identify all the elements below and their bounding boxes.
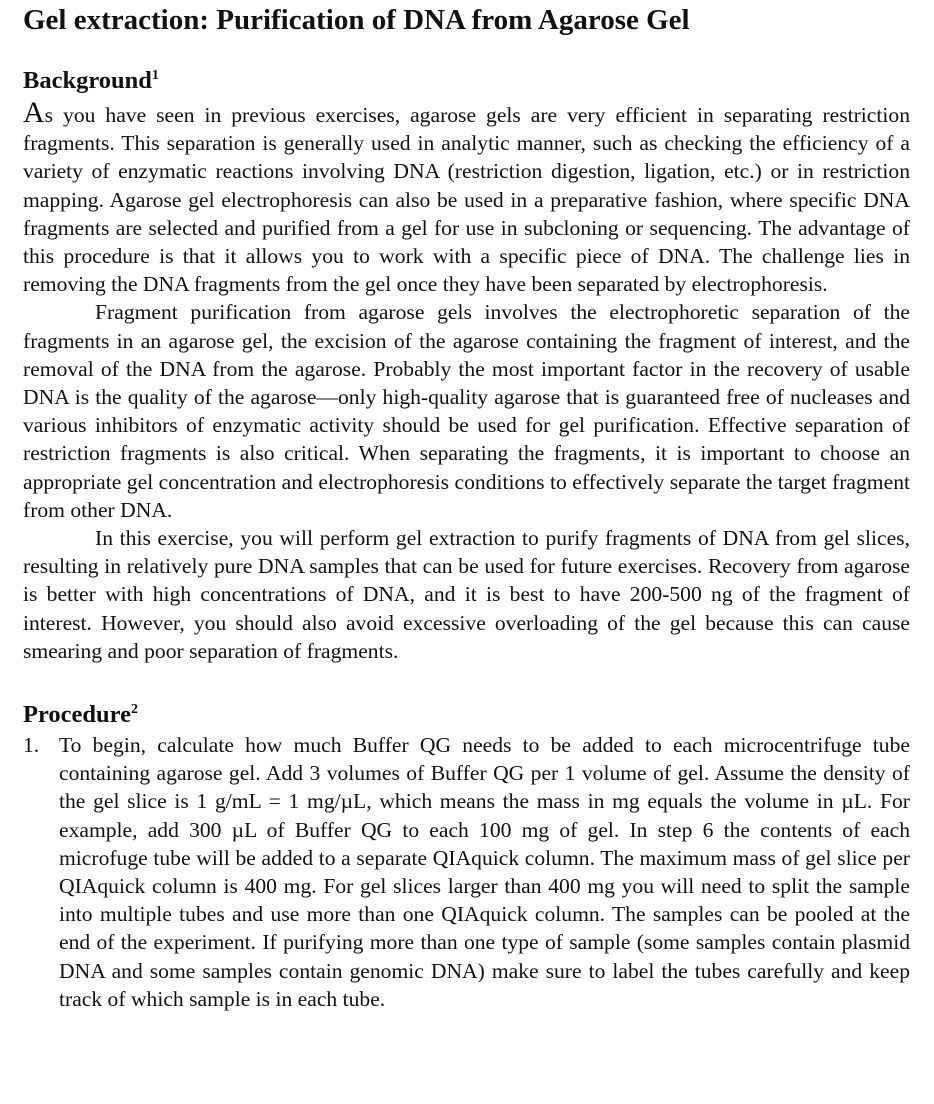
background-paragraph-2: Fragment purification from agarose gels involves the electrophoretic separation of the fragments in an agarose gel, the excision of the agarose containing the fragment of interest, and the removal of the DNA from the agarose. Probably the most important factor in the recovery of usable DNA is the quality of the agarose—only high-quality agarose that is guaranteed free of nucleases and various inhibitors of enzymatic activity should be used for gel purification. Effective separation of restriction fragments is also critical. When separating the fragments, it is important to choose an appropriate gel concentration and electrophoresis conditions to effectively separate the target fragment from other DNA.: [23, 300, 910, 522]
background-heading-text: Background: [23, 67, 152, 94]
procedure-step-text: To begin, calculate how much Buffer QG needs to be added to each microcentrifuge tube containing agarose gel. Add 3 volumes of Buffer QG per 1 volume of gel. Assume the density of the gel slice is 1 g/mL = 1 mg/µL, which means the mass in mg equals the volume in µL. For example, add 300 µL of Buffer QG to each 100 mg of gel. In step 6 the contents of each microfuge tube will be added to a separate QIAquick column. The maximum mass of gel slice per QIAquick column is 400 mg. For gel slices larger than 400 mg you will need to split the sample into multiple tubes and use more than one QIAquick column. The samples can be pooled at the end of the experiment. If purifying more than one type of sample (some samples contain plasmid DNA and some samples contain genomic DNA) make sure to label the tubes carefully and keep track of which sample is in each tube.: [59, 733, 910, 1011]
procedure-heading: [23, 700, 910, 730]
document-page: [23, 2, 910, 1013]
background-paragraph-3: In this exercise, you will perform gel extraction to purify fragments of DNA from gel slices, resulting in relatively pure DNA samples that can be used for future exercises. Recovery from agarose is better with high concentrations of DNA, and it is best to have 200-500 ng of the fragment of interest. However, you should also avoid excessive overloading of the gel because this can cause smearing and poor separation of fragments.: [23, 526, 910, 663]
procedure-step-number: 1.: [23, 733, 40, 758]
procedure-steps-list: [23, 731, 910, 1013]
background-heading: [23, 66, 910, 96]
background-paragraph-1: [23, 96, 910, 298]
drop-cap-letter: A: [23, 96, 45, 129]
procedure-footnote-mark: 2: [130, 702, 138, 718]
procedure-heading-text: Procedure: [23, 701, 131, 729]
page-title: Gel extraction: Purification of DNA from Agarose Gel: [23, 4, 690, 36]
background-paragraph-1-text: s you have seen in previous exercises, agarose gels are very efficient in separating restriction fragments. This separation is generally used in analytic manner, such as checking the efficiency of a variety of enzymatic reactions involving DNA (restriction digestion, ligation, etc.) or in restriction mapping. Agarose gel electrophoresis can also be used in a preparative fashion, where specific DNA fragments are selected and purified from a gel for use in subcloning or sequencing. The advantage of this procedure is that it allows you to work with a specific piece of DNA. The challenge lies in removing the DNA fragments from the gel once they have been separated by electrophoresis.: [23, 103, 910, 297]
procedure-step: [23, 731, 910, 1013]
background-footnote-mark: 1: [151, 68, 159, 83]
